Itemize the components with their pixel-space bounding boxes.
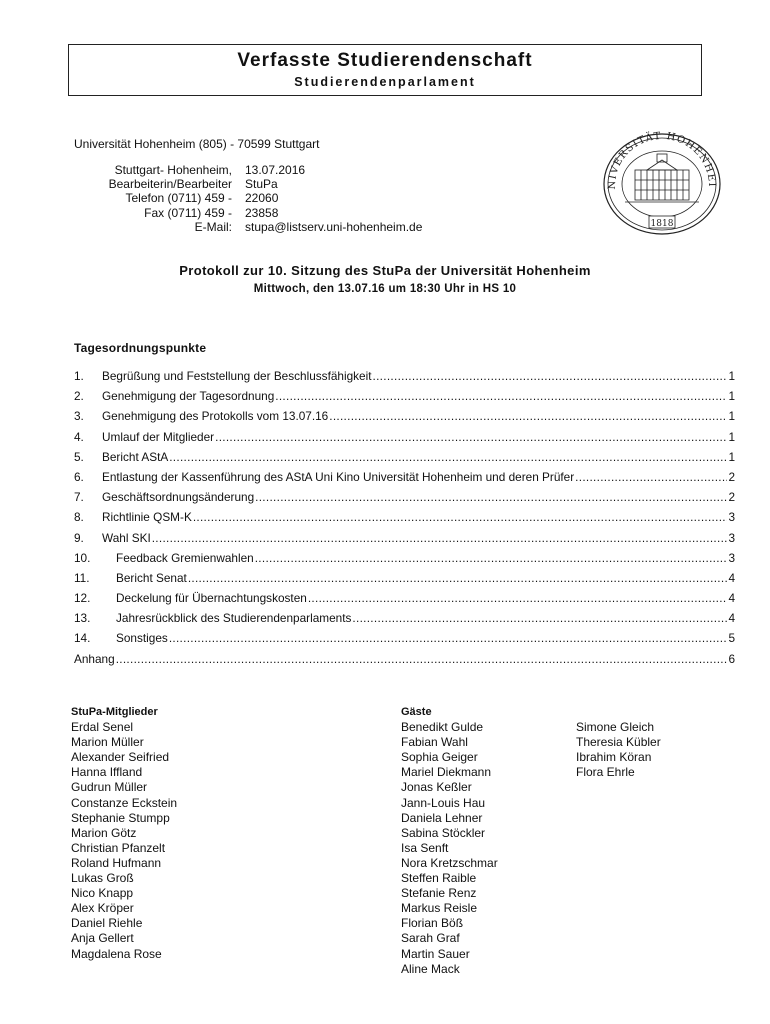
toc-leader-dots	[575, 470, 727, 484]
person-name: Steffen Raible	[401, 871, 477, 886]
person-name: Anja Gellert	[71, 931, 134, 946]
toc-item-label: Richtlinie QSM-K	[102, 510, 192, 525]
toc-item[interactable]	[74, 450, 735, 470]
header-title: Verfasste Studierendenschaft	[237, 50, 533, 71]
toc-item-page: 1	[728, 449, 735, 464]
toc-item-page: 6	[728, 651, 735, 666]
person-name: Mariel Diekmann	[401, 765, 492, 780]
person-name: Sarah Graf	[401, 931, 460, 946]
toc-item-label: Genehmigung des Protokolls vom 13.07.16	[102, 409, 329, 424]
person-name: Isa Senft	[401, 840, 449, 855]
person-name: Jonas Keßler	[401, 780, 472, 795]
person-name: Erdal Senel	[71, 720, 134, 735]
toc-leader-dots	[169, 450, 727, 464]
toc-item[interactable]	[74, 490, 735, 510]
toc-heading: Tagesordnungspunkte	[74, 341, 207, 355]
person-name: Markus Reisle	[401, 901, 478, 916]
contact-date: 13.07.2016	[245, 163, 306, 177]
toc-item-label: Bericht Senat	[116, 570, 187, 585]
person-name: Daniel Riehle	[71, 916, 143, 931]
toc-item-label: Umlauf der Mitglieder	[102, 429, 215, 444]
person-name: Martin Sauer	[401, 946, 470, 961]
members-heading: StuPa-Mitglieder	[71, 706, 158, 718]
seal-year: 1818	[650, 219, 674, 229]
person-name: Flora Ehrle	[576, 765, 635, 780]
toc-item-label: Deckelung für Übernachtungskosten	[116, 591, 307, 606]
toc-item-number: 10.	[74, 550, 91, 565]
toc-item-page: 3	[728, 530, 735, 545]
toc-item-page: 3	[728, 550, 735, 565]
contact-label: Bearbeiterin/Bearbeiter	[108, 177, 232, 192]
header-subtitle: Studierendenparlament	[294, 75, 476, 89]
person-name: Christian Pfanzelt	[71, 840, 166, 855]
toc-item[interactable]	[74, 389, 735, 409]
person-name: Marion Götz	[71, 825, 137, 840]
table-of-contents	[74, 369, 735, 672]
toc-item-page: 5	[728, 631, 735, 646]
toc-item-number: 3.	[74, 409, 84, 424]
guests-heading: Gäste	[401, 706, 432, 718]
toc-leader-dots	[308, 591, 728, 605]
person-name: Magdalena Rose	[71, 946, 162, 961]
university-seal-icon	[597, 128, 727, 241]
toc-item-page: 1	[728, 369, 735, 383]
toc-item[interactable]	[74, 470, 735, 490]
person-name: Fabian Wahl	[401, 735, 468, 750]
toc-leader-dots	[255, 490, 727, 504]
contact-fax: 23858	[245, 205, 279, 220]
toc-item-label: Begrüßung und Feststellung der Beschlussfähigkeit	[102, 369, 372, 383]
contact-editor: StuPa	[245, 177, 278, 192]
toc-item-number: 9.	[74, 530, 84, 545]
toc-item-label: Geschäftsordnungsänderung	[102, 490, 255, 505]
toc-item[interactable]	[74, 611, 735, 631]
contact-label: Telefon (0711) 459 -	[125, 191, 232, 206]
toc-item-label: Anhang	[74, 651, 115, 666]
person-name: Florian Böß	[401, 916, 464, 931]
document-header	[68, 44, 702, 96]
person-name: Alex Kröper	[71, 901, 134, 916]
toc-item-label: Genehmigung der Tagesordnung	[102, 389, 275, 404]
guests-list-col2	[576, 720, 661, 780]
person-name: Constanze Eckstein	[71, 795, 178, 810]
toc-item[interactable]	[74, 510, 735, 530]
sender-address: Universität Hohenheim (805) - 70599 Stuttgart	[74, 137, 320, 151]
contact-label: E-Mail:	[194, 219, 232, 234]
toc-item[interactable]	[74, 551, 735, 571]
person-name: Hanna Iffland	[71, 765, 143, 780]
toc-item-page: 1	[728, 389, 735, 404]
person-name: Jann-Louis Hau	[401, 795, 486, 810]
contact-label: Fax (0711) 459 -	[144, 205, 232, 220]
person-name: Stefanie Renz	[401, 886, 477, 901]
toc-item-page: 4	[728, 570, 735, 585]
toc-leader-dots	[215, 430, 727, 444]
toc-item-number: 4.	[74, 429, 84, 444]
toc-item-label: Bericht AStA	[102, 449, 169, 464]
person-name: Sabina Stöckler	[401, 825, 486, 840]
person-name: Stephanie Stumpp	[71, 810, 170, 825]
toc-item-number: 12.	[74, 591, 91, 606]
person-name: Benedikt Gulde	[401, 720, 484, 735]
toc-item-label: Wahl SKI	[102, 530, 151, 545]
protocol-title: Protokoll zur 10. Sitzung des StuPa der Universität Hohenheim	[179, 263, 591, 278]
members-list	[71, 705, 177, 962]
toc-item-number: 7.	[74, 490, 84, 505]
toc-item-page: 2	[728, 490, 735, 505]
protocol-subtitle: Mittwoch, den 13.07.16 um 18:30 Uhr in HS 10	[253, 283, 517, 295]
toc-item-page: 4	[728, 611, 735, 626]
toc-item[interactable]	[74, 571, 735, 591]
contact-values	[245, 163, 422, 234]
person-name: Lukas Groß	[71, 871, 134, 886]
toc-leader-dots	[329, 409, 727, 423]
toc-item-page: 1	[728, 409, 735, 424]
toc-item-page: 1	[728, 429, 735, 444]
toc-item-number: 1.	[74, 369, 84, 383]
person-name: Roland Hufmann	[71, 855, 162, 870]
toc-leader-dots	[152, 531, 728, 545]
person-name: Sophia Geiger	[401, 750, 478, 765]
person-name: Marion Müller	[71, 735, 144, 750]
toc-leader-dots	[188, 571, 728, 585]
toc-item-number: 5.	[74, 449, 84, 464]
toc-item[interactable]	[74, 591, 735, 611]
toc-item-label: Sonstiges	[116, 631, 168, 646]
person-name: Aline Mack	[401, 961, 460, 976]
guests-list-col1	[401, 705, 498, 977]
toc-item-page: 3	[728, 510, 735, 525]
seal-text: NIVERSITÄT HOHENHEI	[606, 130, 718, 190]
person-name: Nico Knapp	[71, 886, 134, 901]
toc-leader-dots	[352, 611, 727, 625]
person-name: Gudrun Müller	[71, 780, 148, 795]
person-name: Simone Gleich	[576, 720, 655, 734]
toc-item-page: 2	[728, 469, 735, 484]
person-name: Ibrahim Köran	[576, 750, 652, 765]
toc-item-number: 6.	[74, 469, 84, 484]
toc-item-label: Entlastung der Kassenführung des AStA Uni Kino Universität Hohenheim und deren Prüfer	[102, 469, 575, 484]
toc-item-number: 8.	[74, 510, 84, 525]
toc-item[interactable]	[74, 369, 735, 389]
toc-item-number: 14.	[74, 631, 91, 646]
toc-leader-dots	[193, 510, 728, 524]
person-name: Theresia Kübler	[576, 735, 661, 750]
toc-item[interactable]	[74, 652, 735, 672]
toc-item[interactable]	[74, 531, 735, 551]
toc-item-label: Feedback Gremienwahlen	[116, 550, 254, 565]
person-name: Daniela Lehner	[401, 810, 483, 825]
toc-item[interactable]	[74, 409, 735, 429]
toc-item-page: 4	[728, 591, 735, 606]
toc-leader-dots	[169, 631, 728, 645]
toc-item-label: Jahresrückblick des Studierendenparlaments	[116, 611, 352, 626]
toc-item-number: 11.	[74, 570, 90, 585]
toc-leader-dots	[275, 389, 727, 403]
toc-item[interactable]	[74, 430, 735, 450]
contact-label: Stuttgart- Hohenheim,	[114, 163, 232, 177]
person-name: Nora Kretzschmar	[401, 855, 498, 870]
contact-phone: 22060	[245, 191, 279, 206]
toc-item-number: 2.	[74, 389, 84, 404]
contact-email: stupa@listserv.uni-hohenheim.de	[245, 219, 423, 234]
toc-item[interactable]	[74, 631, 735, 651]
contact-labels	[74, 163, 232, 234]
toc-leader-dots	[116, 652, 728, 666]
person-name: Alexander Seifried	[71, 750, 170, 765]
toc-leader-dots	[255, 551, 728, 565]
toc-leader-dots	[373, 369, 728, 383]
toc-item-number: 13.	[74, 611, 91, 626]
